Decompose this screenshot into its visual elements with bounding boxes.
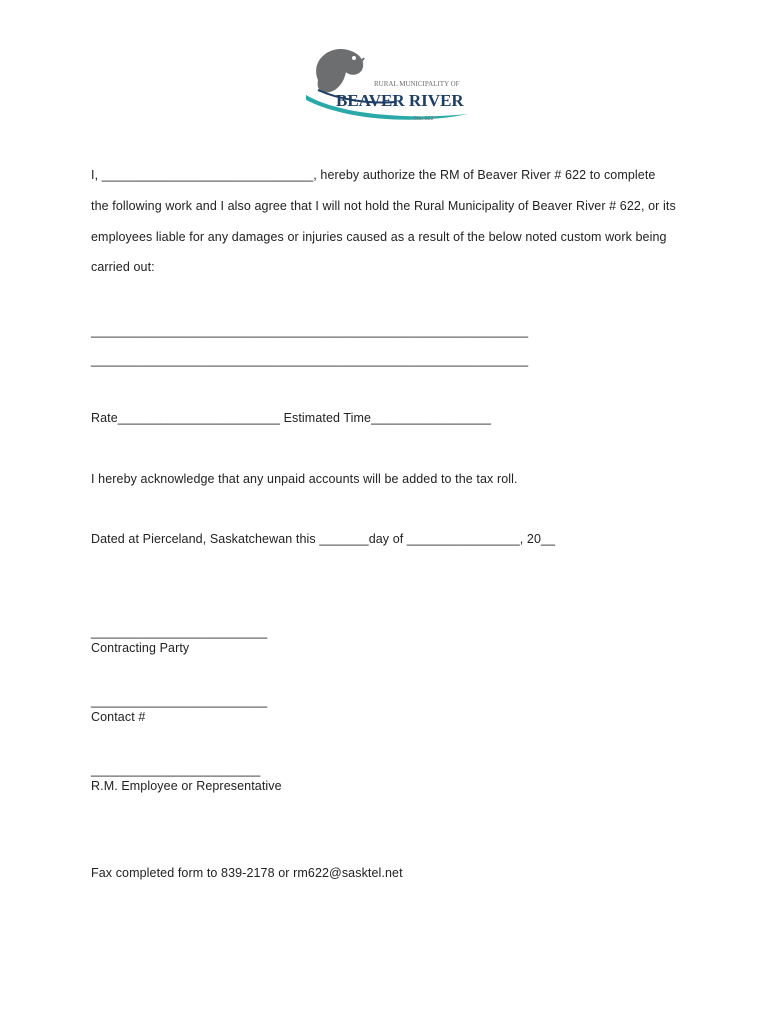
logo-line3: No. 622 (414, 116, 434, 122)
dated-line[interactable]: Dated at Pierceland, Saskatchewan this _______day of ________________, 20__ (91, 532, 556, 546)
rm-representative-signature-line[interactable]: ________________________ (91, 763, 261, 777)
contracting-party-label: Contracting Party (91, 641, 190, 655)
authorization-line-1: I, ______________________________, hereby authorize the RM of Beaver River # 622 to complete (91, 168, 656, 182)
rm-representative-label: R.M. Employee or Representative (91, 779, 282, 793)
work-description-line-1[interactable]: ______________________________________________________________ (91, 324, 529, 338)
rate-estimated-time-line[interactable]: Rate_______________________ Estimated Time_________________ (91, 411, 491, 425)
contracting-party-signature-line[interactable]: _________________________ (91, 625, 268, 639)
beaver-icon (316, 49, 363, 92)
logo-line1: RURAL MUNICIPALITY OF (374, 80, 460, 88)
acknowledgement-text: I hereby acknowledge that any unpaid accounts will be added to the tax roll. (91, 472, 518, 486)
fax-instructions: Fax completed form to 839-2178 or rm622@sasktel.net (91, 866, 403, 880)
work-description-line-2[interactable]: ______________________________________________________________ (91, 353, 529, 367)
logo-line2: BEAVER RIVER (336, 91, 464, 110)
contact-number-label: Contact # (91, 710, 146, 724)
beaver-river-logo (300, 40, 475, 125)
contact-number-line[interactable]: _________________________ (91, 694, 268, 708)
authorization-line-2: the following work and I also agree that I will not hold the Rural Municipality of Beaver River # 622, or its (91, 199, 676, 213)
authorization-line-4: carried out: (91, 260, 155, 274)
authorization-line-3: employees liable for any damages or injuries caused as a result of the below noted custom work being (91, 230, 667, 244)
